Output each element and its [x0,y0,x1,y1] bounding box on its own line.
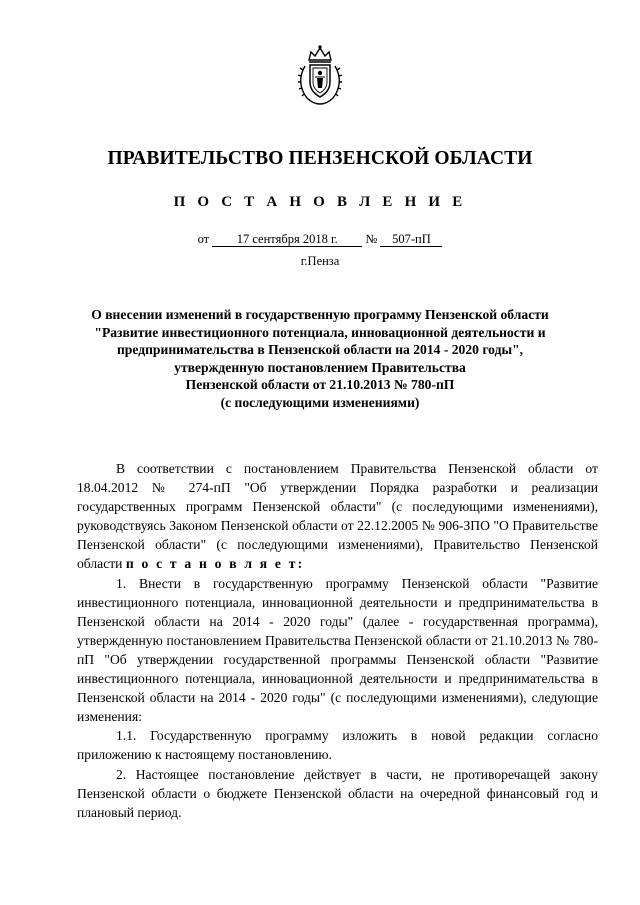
date-value: 17 сентября 2018 г. [212,232,362,247]
title-line: предпринимательства в Пензенской области на 2014 - 2020 годы", [116,342,524,358]
government-title: ПРАВИТЕЛЬСТВО ПЕНЗЕНСКОЙ ОБЛАСТИ [107,148,533,169]
item-2-paragraph: 2. Настоящее постановление действует в части, не противоречащей закону Пензенской области о бюджете Пензенской области на очередной финансовый год и плановый период. [77,766,598,820]
date-number-line [0,232,640,247]
resolution-body [77,459,598,822]
preamble-paragraph [77,459,598,574]
item-1-paragraph: 1. Внести в государственную программу Пензенской области "Развитие инвестиционного потенциала, инновационной деятельности и предпринимательства в Пензенской области на 2014 - 2020 годы" (далее - государственная программа), утвержденную постановлением Правительства Пензенской области от 21.10.2013 № 780-пП "Об утверждении государственной программы Пензенской области "Развитие инвестиционного потенциала, инновационной деятельности и предпринимательства в Пензенской области на 2014 - 2020 годы" (с последующими изменениями), следующие изменения: [77,575,598,725]
item-1-1-paragraph: 1.1. Государственную программу изложить в новой редакции согласно приложению к настоящему постановлению. [77,728,598,763]
penza-coat-of-arms-icon [297,44,343,106]
number-value: 507-пП [380,232,442,247]
city: г.Пенза [300,254,340,268]
title-line: утвержденную постановлением Правительства [174,359,466,375]
resolves-word: п о с т а н о в л я е т: [125,556,305,572]
title-line: О внесении изменений в государственную программу Пензенской области [91,307,549,322]
resolution-title [60,306,580,412]
title-line: (с последующими изменениями) [220,394,420,410]
preamble-text: В соответствии с постановлением Правительства Пензенской области от 18.04.2012 № 274-пП "Об утверждении Порядка разработки и реализации государственных программ Пензенской области" (с последующими изменениями), руководствуясь Законом Пензенской области от 22.12.2005 № 906-ЗПО "О Правительстве Пензенской области" (с последующими изменениями), Правительство Пензенской области [77,461,598,572]
title-line: Пензенской области от 21.10.2013 № 780-пП [185,377,455,393]
title-line: "Развитие инвестиционного потенциала, инновационной деятельности и [94,324,546,340]
document-type: П О С Т А Н О В Л Е Н И Е [173,194,467,210]
date-prefix: от [197,232,210,246]
number-prefix: № [365,232,378,246]
